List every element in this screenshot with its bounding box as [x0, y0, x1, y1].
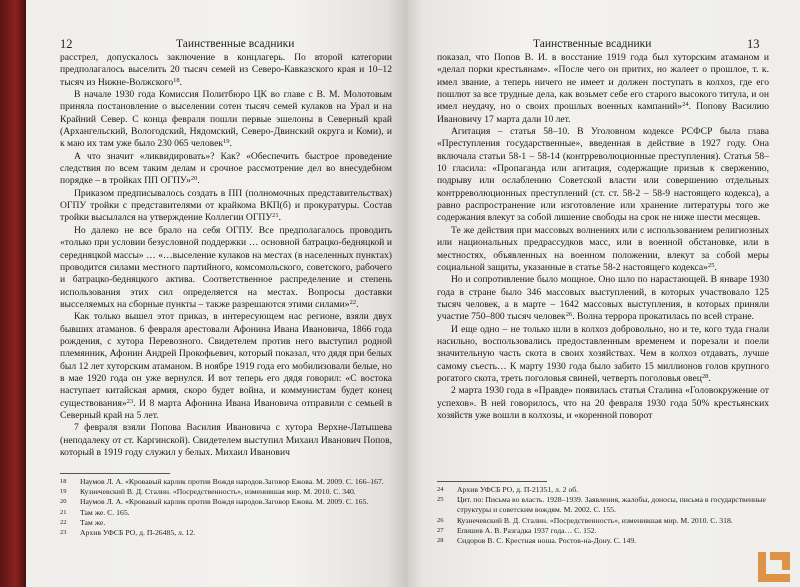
footnote-number: 24 — [437, 486, 444, 493]
footnote — [60, 477, 392, 487]
footnote-text: Архив УФСБ РО, д. П-26485, л. 12. — [80, 528, 196, 538]
footnote — [437, 516, 769, 526]
paragraph: 2 марта 1930 года в «Правде» появилась статья Сталина «Головокружение от успехов». В ней говорилось, что на 20 февраля 1930 года 50% крестьянских хозяйств уже вошли в колхозы, и «коренной поворот — [437, 385, 769, 421]
footnote-marker[interactable]: 25 — [707, 261, 715, 269]
footnote-text: Архив УФСБ РО, д. П-21351, л. 2 об. — [457, 485, 579, 494]
footnote — [60, 487, 392, 497]
paragraph: А что значит «ликвидировать»? Как? «Обеспечить быстрое проведение следствия по всем таким делам и срочное рассмотрение дел во внесудебном порядке – в тройках ПП ОГПУ»$^{20}$. — [60, 150, 392, 187]
left-footnotes — [60, 477, 392, 538]
footnote — [60, 497, 392, 507]
paragraph: Но далеко не все брало на себя ОГПУ. Все предполагалось проводить «только при условии безусловной поддержки … основной батрацко-бедняцкой и середняцкой массы» … «…выселение кулаков на местах (в населенных пунктах) проводится силами местного партийного, комсомольского, советского, рабочего и батрацко-бедняцкого актива. Соответственное распределение и степень использования этих сил определяется на местах. Вопросы доставки высселяемых на сборные пункты – также разрешаются этими силами»$^{22}$. — [60, 224, 392, 310]
footnote-number: 28 — [437, 537, 444, 545]
footnote — [60, 518, 392, 528]
left-body-text — [60, 52, 392, 459]
footnote — [60, 528, 392, 538]
paragraph: Приказом предписывалось создать в ПП (полномочных представительствах) ОГПУ тройки с представителями от крайкома ВКП(б) и прокуратуры. Состав тройки высылался на утверждение Коллегии ОГПУ$^{21}$. — [60, 187, 392, 224]
footnote-marker[interactable]: 18 — [173, 76, 180, 84]
right-footnotes — [437, 485, 769, 546]
footnote-text: Сидоров В. С. Крестная ноша. Ростов-на-Дону. С. 149. — [457, 536, 637, 546]
footnote-text: Наумов Л. А. «Кровавый карлик против Вождя народов.Заговор Ежова. М. 2009. С. 165. — [80, 497, 369, 507]
footnote-text: Наумов Л. А. «Кровавый карлик против Вождя народов.Заговор Ежова. М. 2009. С. 166–167. — [80, 477, 384, 486]
labirint-watermark-icon — [754, 548, 794, 584]
footnote-text: Кузнечевский В. Д. Сталин. «Посредственность», изменившая мир. М. 2010. С. 318. — [457, 515, 733, 525]
left-page — [26, 0, 407, 587]
footnote-number: 21 — [60, 508, 67, 516]
footnote-marker[interactable]: 28 — [701, 372, 709, 380]
footnote — [437, 485, 769, 495]
right-page-header: Таинственные всадники — [533, 38, 652, 50]
footnote-number: 19 — [60, 488, 67, 496]
footnote — [60, 508, 392, 518]
footnote-marker[interactable]: 19 — [223, 138, 230, 146]
footnote-number: 23 — [60, 529, 67, 537]
right-body-text — [437, 52, 769, 422]
paragraph: В начале 1930 года Комиссия Политбюро ЦК во главе с В. М. Молотовым приняла постановление о выселении сотен тысяч семей кулаков на Урал и на Крайний Север. С конца февраля пошли первые эшелоны в Северный край (Архангельский, Вологодский, Нядомский, Северо-Двинский округа и Коми), и к маю их там уже было 230 065 человек$^{19}$. — [60, 89, 392, 150]
footnote-text: Цит. по: Письма во власть. 1928–1939. Заявления, жалобы, доносы, письма в государственные структуры и советским вождям. М. 2002. С. 155. — [457, 495, 766, 515]
paragraph: 7 февраля взяли Попова Василия Ивановича с хутора Верхне-Латышева (неподалеку от ст. Каргинской). Свидетелем выступил Михаил Иванович Попов, который в 1919 году служил у белых. Михаил Иванович — [60, 422, 392, 458]
paragraph: показал, что Попов В. И. в восстание 1919 года был хуторским атаманом и «делал порки крестьянам». «После чего он притих, но жалеет о прошлое, т. к. имел звание, а теперь ничего не имеет и должен поступать в колхоз, где его пошлют за все трудные дела, как возьмет себе его старого высокого титула, и он имел неудачу, но о своих прошлых военных кампаний»$^{24}$. Попову Василию Ивановичу 17 марта дали 10 лет. — [437, 52, 769, 125]
footnote-number: 20 — [60, 498, 67, 506]
footnote-number: 25 — [437, 496, 444, 504]
footnote-marker[interactable]: 21 — [272, 212, 279, 220]
footnote-text: Там же. С. 165. — [80, 507, 130, 517]
footnote — [437, 526, 769, 536]
footnote-text: Епишев А. В. Разгадка 1937 года… С. 152. — [457, 525, 597, 535]
left-page-header: Таинственные всадники — [176, 38, 295, 50]
footnote-text: Там же. — [80, 517, 106, 527]
footnote-number: 22 — [60, 518, 67, 526]
paragraph: Агитация – статья 58–10. В Уголовном кодексе РСФСР была глава «Преступления государственные», введенная в действие в 1927 году. Она включала статьи 58-1 – 58-14 (контрреволюционные преступления). Статья 58–10 гласила: «Пропаганда или агитация, содержащие призыв к свержению, подрыву или ослаблению Советской власти или совершению отдельных контрреволюционных преступлений (ст. ст. 58-2 – 58-9 настоящего кодекса), а равно распространение или изготовление или хранение литературы того же содержания влекут за собой лишение свободы на срок не ниже шести месяцев. — [437, 126, 769, 224]
left-page-number: 12 — [60, 37, 73, 51]
right-page — [407, 0, 800, 587]
footnote-marker[interactable]: 22 — [349, 298, 357, 306]
footnote-number: 27 — [437, 526, 444, 534]
paragraph: Как только вышел этот приказ, в интересующем нас регионе, взяли двух бывших атаманов. 6 февраля арестовали Афонина Ивана Ивановича, 1866 года рождения, с хутора Перевозного. Свидетелем против него выступил родной племянник, Афонин Андрей Прокофьевич, который показал, что дядя при белых был 12 лет хуторским атаманом. В ноябре 1919 года его мобилизовали белые, но в мае 1920 года он уже вернулся. И вот теперь его дядя говорил: «С востока наступает китайская армия, скоро будет война, и коммунистам будет конец существования»$^{23}$. И 8 марта Афонина Ивана Ивановича отправили с семьей в Северный край на 5 лет. — [60, 311, 392, 421]
footnote — [437, 536, 769, 546]
footnote — [437, 495, 769, 515]
paragraph: расстрел, допускалось заключение в концлагерь. По второй категории предполагалось выселить 20 тысяч семей из Северо-Кавказского края и 10–12 тысяч из Нижне-Волжского$^{18}$. — [60, 52, 392, 88]
paragraph: Те же действия при массовых волнениях или с использованием религиозных или национальных предрассудков масс, или в военной обстановке, или в местностях, объявленных на военном положении, влекут за собой меры социальной защиты, указанные в статье 58-2 настоящего кодекса»$^{25}$. — [437, 224, 769, 273]
paragraph: И еще одно – не только шли в колхоз добровольно, но и те, кого туда гнали насильно, воспользовались предоставленным временем и порезали и поели значительную часть скота в своих хозяйствах. Чем в колхоз отдавать, лучше самому съесть… К марту 1930 года было забито 15 миллионов голов крупного рогатого скота, треть поголовья свиней, четверть поголовья овец$^{28}$. — [437, 323, 769, 384]
footnote-marker[interactable]: 20 — [190, 175, 198, 183]
paragraph: Но и сопротивление было мощное. Оно шло по нарастающей. В январе 1930 года в стране было 346 массовых выступлений, в которых участвовало 125 тысяч человек, а в марте – 1642 массовых выступления, в которых приняли участие 750–800 тысяч человек$^{26}$. Волна террора прокатилась по всей стране. — [437, 274, 769, 323]
footnote-text: Кузнечевский В. Д. Сталин. «Посредственность», изменившая мир. М. 2010. С. 340. — [80, 487, 356, 497]
footnote-marker[interactable]: 24 — [682, 101, 689, 109]
right-page-number: 13 — [747, 37, 760, 51]
footnote-marker[interactable]: 26 — [565, 311, 573, 319]
footnote-number: 18 — [60, 478, 67, 485]
footnote-marker[interactable]: 23 — [126, 397, 134, 405]
book-cover-edge — [0, 0, 28, 587]
left-footnote-rule — [60, 473, 170, 474]
right-footnote-rule — [437, 481, 547, 482]
footnote-number: 26 — [437, 516, 444, 524]
